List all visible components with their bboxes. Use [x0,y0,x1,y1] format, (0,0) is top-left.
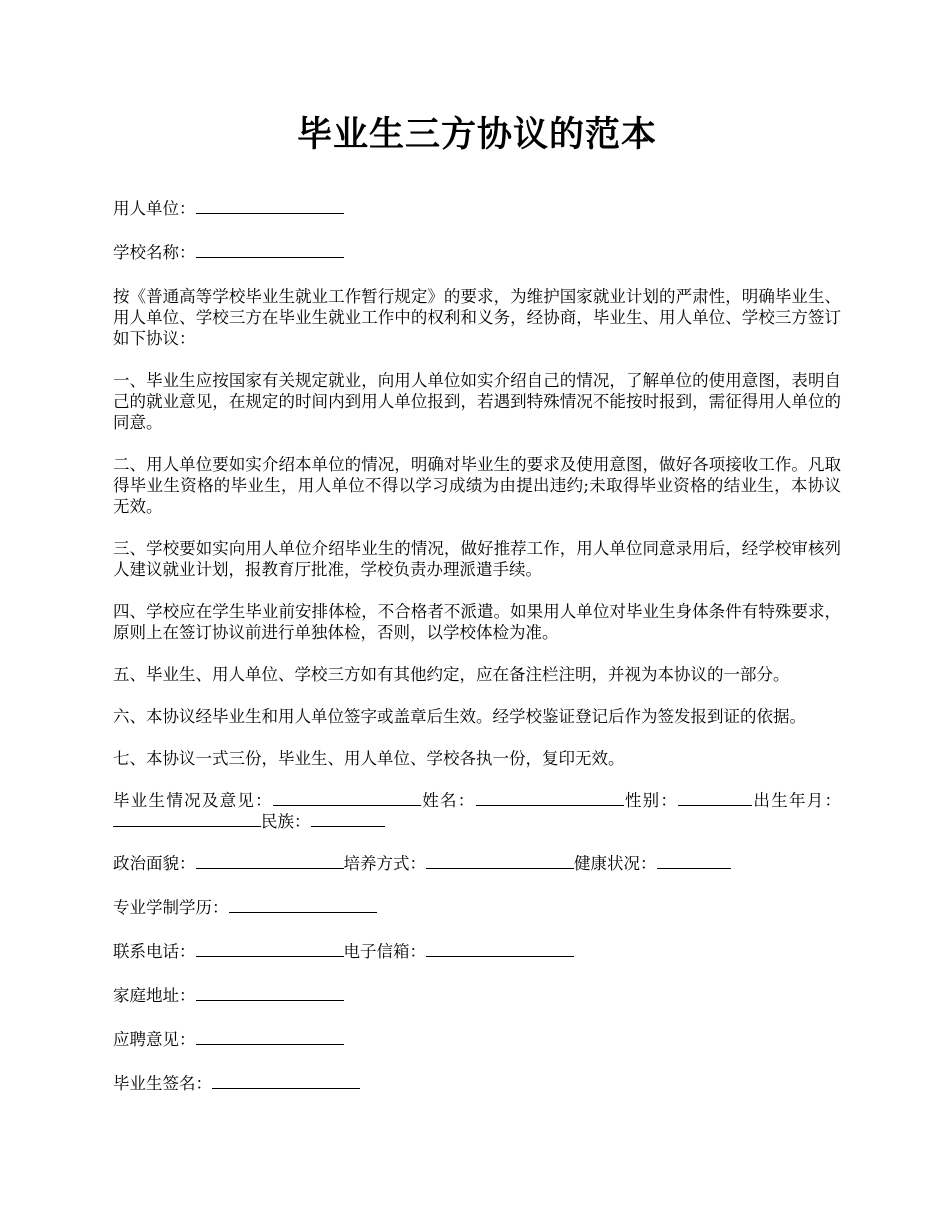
employer-field-row [113,198,841,219]
gender-blank [678,791,752,806]
ethnicity-label: 民族： [261,812,311,831]
political-row [113,853,841,874]
clause-7: 七、本协议一式三份，毕业生、用人单位、学校各执一份，复印无效。 [113,749,625,768]
opinion-blank [196,1030,344,1045]
contact-row [113,941,841,962]
intro-paragraph: 按《普通高等学校毕业生就业工作暂行规定》的要求，为维护国家就业计划的严肃性，明确毕业生、用人单位、学校三方在毕业生就业工作中的权利和义务，经协商，毕业生、用人单位、学校三方签订如下协议： [113,287,841,348]
health-label: 健康状况： [574,854,657,873]
clause-4: 四、学校应在学生毕业前安排体检，不合格者不派遣。如果用人单位对毕业生身体条件有特殊要求，原则上在签订协议前进行单独体检，否则，以学校体检为准。 [113,602,841,642]
situation-blank [273,791,421,806]
political-blank [196,854,344,869]
signature-row [113,1073,841,1094]
phone-label: 联系电话： [113,942,196,961]
name-label: 姓名： [420,791,476,810]
birth-label: 出生年月： [752,791,842,810]
clause-2: 二、用人单位要如实介绍本单位的情况，明确对毕业生的要求及使用意图，做好各项接收工作。凡取得毕业生资格的毕业生，用人单位不得以学习成绩为由提出违约;未取得毕业资格的结业生，本协议无效。 [113,455,841,516]
signature-label: 毕业生签名： [113,1074,212,1093]
clause-6: 六、本协议经毕业生和用人单位签字或盖章后生效。经学校鉴证登记后作为签发报到证的依据。 [113,707,806,726]
health-blank [657,854,731,869]
major-label: 专业学制学历： [113,898,229,917]
employer-label: 用人单位： [113,199,196,218]
signature-blank [212,1074,360,1089]
email-label: 电子信箱： [343,942,426,961]
clause-5: 五、毕业生、用人单位、学校三方如有其他约定，应在备注栏注明，并视为本协议的一部分。 [113,665,790,684]
student-situation-row [113,790,841,832]
situation-label: 毕业生情况及意见： [113,791,273,810]
political-label: 政治面貌： [113,854,196,873]
ethnicity-blank [311,812,385,827]
gender-label: 性别： [623,791,679,810]
opinion-label: 应聘意见： [113,1030,196,1049]
email-blank [426,942,574,957]
name-blank [476,791,624,806]
clause-1: 一、毕业生应按国家有关规定就业，向用人单位如实介绍自己的情况，了解单位的使用意图，表明自己的就业意见，在规定的时间内到用人单位报到，若遇到特殊情况不能按时报到，需征得用人单位的同意。 [113,371,841,432]
school-field-row [113,242,841,263]
address-row [113,985,841,1006]
address-label: 家庭地址： [113,986,196,1005]
opinion-row [113,1029,841,1050]
phone-blank [196,942,344,957]
birth-blank [113,812,261,827]
page-title: 毕业生三方协议的范本 [296,114,657,155]
school-label: 学校名称： [113,243,196,262]
major-row [113,897,841,918]
clause-3: 三、学校要如实向用人单位介绍毕业生的情况，做好推荐工作，用人单位同意录用后，经学校审核列人建议就业计划，报教育厅批准，学校负责办理派遣手续。 [113,539,841,579]
address-blank [196,986,344,1001]
training-blank [426,854,574,869]
school-blank [196,243,344,258]
employer-blank [196,199,344,214]
document-page [113,112,841,1117]
training-label: 培养方式： [343,854,426,873]
major-blank [229,898,377,913]
